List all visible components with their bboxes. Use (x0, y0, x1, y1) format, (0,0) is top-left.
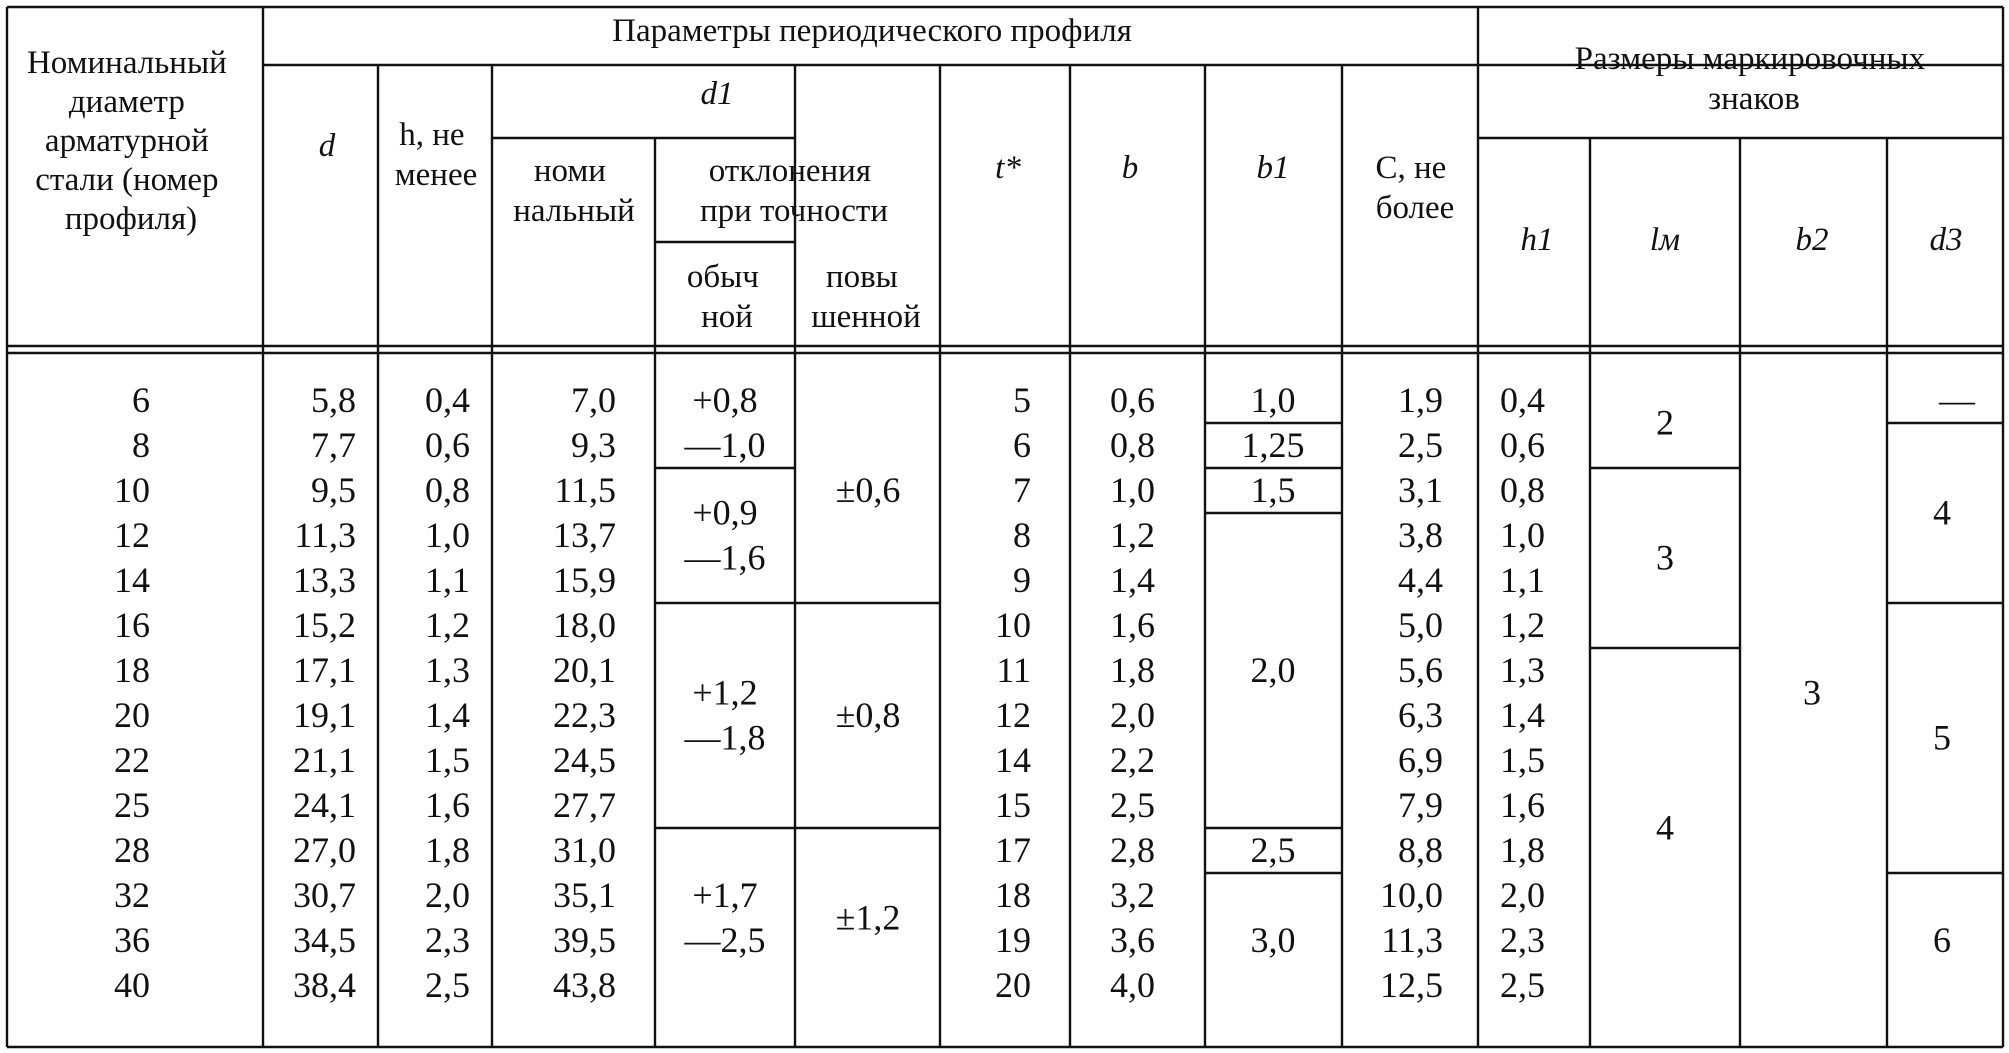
cell-t: 19 (995, 920, 1031, 960)
cell-h1: 1,3 (1500, 650, 1545, 690)
cell-b: 2,8 (1110, 830, 1155, 870)
cell-h: 0,6 (425, 425, 470, 465)
cell-nom: 8 (132, 425, 150, 465)
cell-dev-normal: +0,8 (692, 380, 758, 420)
cell-h1: 2,3 (1500, 920, 1545, 960)
cell-d1: 31,0 (553, 830, 616, 870)
cell-c: 11,3 (1381, 920, 1443, 960)
cell-h: 1,5 (425, 740, 470, 780)
cell-nom: 14 (114, 560, 150, 600)
cell-nom: 18 (114, 650, 150, 690)
cell-d: 19,1 (293, 695, 356, 735)
cell-d: 13,3 (293, 560, 356, 600)
cell-d: 34,5 (293, 920, 356, 960)
cell-t: 6 (1013, 425, 1031, 465)
header-d3: d3 (1929, 222, 1963, 258)
cell-t: 8 (1013, 515, 1031, 555)
cell-d: 9,5 (311, 470, 356, 510)
cell-dev-normal: —1,8 (684, 717, 766, 758)
cell-d1: 11,5 (554, 470, 616, 510)
cell-c: 10,0 (1380, 875, 1443, 915)
cell-h: 2,5 (425, 965, 470, 1005)
cell-h1: 1,4 (1500, 695, 1545, 735)
header-t: t* (995, 150, 1021, 186)
cell-h1: 1,5 (1500, 740, 1545, 780)
cell-h: 2,3 (425, 920, 470, 960)
cell-d: 11,3 (294, 515, 356, 555)
cell-d1: 24,5 (553, 740, 616, 780)
cell-h1: 2,5 (1500, 965, 1545, 1005)
cell-nom: 16 (114, 605, 150, 645)
header-h1: h1 (1520, 222, 1554, 258)
cell-h1: 0,6 (1500, 425, 1545, 465)
header-nominal-diameter: Номинальный диаметр арматурной стали (номер профиля) (26, 45, 227, 237)
cell-h1: 1,0 (1500, 515, 1545, 555)
cell-h: 1,4 (425, 695, 470, 735)
cell-d: 30,7 (293, 875, 356, 915)
cell-c: 3,8 (1398, 515, 1443, 555)
cell-h: 0,8 (425, 470, 470, 510)
cell-nom: 10 (114, 470, 150, 510)
cell-h1: 1,6 (1500, 785, 1545, 825)
cell-b: 1,2 (1110, 515, 1155, 555)
cell-t: 12 (995, 695, 1031, 735)
cell-d1: 9,3 (571, 425, 616, 465)
header-marking-sizes: Размеры маркировочных знаков (1574, 41, 1926, 117)
cell-nom: 25 (114, 785, 150, 825)
cell-d1: 39,5 (553, 920, 616, 960)
cell-b1: 2,5 (1250, 830, 1296, 870)
cell-c: 12,5 (1380, 965, 1443, 1005)
header-d: d (318, 128, 336, 164)
cell-lm: 4 (1656, 807, 1674, 848)
cell-d3: 5 (1933, 717, 1951, 758)
cell-nom: 12 (114, 515, 150, 555)
cell-t: 20 (995, 965, 1031, 1005)
cell-d3: 4 (1933, 492, 1951, 533)
cell-h: 1,3 (425, 650, 470, 690)
cell-dev-normal: +0,9 (692, 492, 758, 533)
cell-t: 15 (995, 785, 1031, 825)
cell-c: 6,3 (1398, 695, 1443, 735)
cell-c: 1,9 (1398, 380, 1443, 420)
table-body (114, 380, 1976, 1005)
cell-h1: 1,2 (1500, 605, 1545, 645)
cell-c: 3,1 (1398, 470, 1443, 510)
cell-t: 18 (995, 875, 1031, 915)
cell-c: 2,5 (1398, 425, 1443, 465)
header-b: b (1121, 150, 1139, 186)
cell-b2: 3 (1803, 672, 1821, 713)
cell-h1: 0,4 (1500, 380, 1545, 420)
cell-h: 1,2 (425, 605, 470, 645)
cell-lm: 2 (1656, 402, 1674, 443)
header-b1: b1 (1256, 150, 1290, 186)
header-c-max: C, не более (1375, 150, 1455, 226)
cell-b: 1,6 (1110, 605, 1155, 645)
cell-c: 4,4 (1398, 560, 1443, 600)
cell-d: 5,8 (311, 380, 356, 420)
cell-d: 24,1 (293, 785, 356, 825)
header-deviation-increased: повы шенной (811, 259, 921, 335)
cell-h1: 1,1 (1500, 560, 1545, 600)
cell-c: 5,6 (1398, 650, 1443, 690)
cell-d1: 13,7 (553, 515, 616, 555)
cell-t: 14 (995, 740, 1031, 780)
cell-b1: 1,0 (1250, 380, 1296, 420)
cell-c: 5,0 (1398, 605, 1443, 645)
cell-t: 11 (996, 650, 1031, 690)
cell-b: 0,6 (1110, 380, 1155, 420)
cell-h1: 1,8 (1500, 830, 1545, 870)
cell-d1: 20,1 (553, 650, 616, 690)
cell-d1: 18,0 (553, 605, 616, 645)
cell-dev-normal: —1,6 (684, 537, 766, 578)
cell-dev-normal: +1,7 (692, 875, 758, 915)
cell-h: 1,6 (425, 785, 470, 825)
header-d1-nominal: номи нальный (513, 153, 635, 229)
cell-b: 1,8 (1110, 650, 1155, 690)
cell-d1: 7,0 (571, 380, 616, 420)
cell-d: 27,0 (293, 830, 356, 870)
cell-d3: — (1939, 380, 1975, 420)
cell-d3: 6 (1933, 920, 1951, 960)
cell-c: 8,8 (1398, 830, 1443, 870)
cell-d: 21,1 (293, 740, 356, 780)
cell-d: 17,1 (293, 650, 356, 690)
cell-t: 10 (995, 605, 1031, 645)
cell-lm: 3 (1656, 537, 1674, 578)
cell-nom: 32 (114, 875, 150, 915)
cell-b: 4,0 (1110, 965, 1155, 1005)
cell-dev-normal: —2,5 (684, 920, 766, 960)
cell-b1: 1,5 (1250, 470, 1296, 510)
header-d1: d1 (700, 76, 734, 112)
cell-dev-increased: ±1,2 (835, 897, 901, 938)
cell-h1: 0,8 (1500, 470, 1545, 510)
cell-b: 1,4 (1110, 560, 1155, 600)
cell-nom: 28 (114, 830, 150, 870)
cell-d1: 35,1 (553, 875, 616, 915)
cell-nom: 36 (114, 920, 150, 960)
cell-d: 15,2 (293, 605, 356, 645)
cell-t: 17 (995, 830, 1031, 870)
cell-nom: 40 (114, 965, 150, 1005)
cell-b: 3,6 (1110, 920, 1155, 960)
cell-b: 0,8 (1110, 425, 1155, 465)
header-d1-deviations: отклонения при точности (699, 153, 889, 229)
cell-h1: 2,0 (1500, 875, 1545, 915)
header-deviation-normal: обыч ной (686, 259, 759, 335)
cell-c: 7,9 (1398, 785, 1443, 825)
cell-dev-increased: ±0,6 (835, 470, 901, 510)
cell-t: 7 (1013, 470, 1031, 510)
cell-dev-increased: ±0,8 (835, 695, 901, 735)
cell-b: 2,0 (1110, 695, 1155, 735)
cell-h: 0,4 (425, 380, 470, 420)
cell-h: 2,0 (425, 875, 470, 915)
cell-h: 1,8 (425, 830, 470, 870)
cell-dev-normal: +1,2 (692, 672, 758, 713)
cell-d1: 15,9 (553, 560, 616, 600)
cell-nom: 22 (114, 740, 150, 780)
cell-d: 38,4 (293, 965, 356, 1005)
cell-c: 6,9 (1398, 740, 1443, 780)
header-profile-parameters: Параметры периодического профиля (612, 13, 1132, 49)
cell-h: 1,1 (425, 560, 470, 600)
header-h-min: h, не менее (394, 117, 478, 193)
cell-b: 2,5 (1110, 785, 1155, 825)
cell-nom: 6 (132, 380, 150, 420)
cell-b: 3,2 (1110, 875, 1155, 915)
cell-dev-normal: —1,0 (684, 425, 766, 465)
cell-t: 9 (1013, 560, 1031, 600)
header-lm: lм (1649, 222, 1681, 258)
cell-d1: 43,8 (553, 965, 616, 1005)
cell-t: 5 (1013, 380, 1031, 420)
cell-b: 2,2 (1110, 740, 1155, 780)
cell-b1: 3,0 (1250, 920, 1296, 960)
cell-d1: 22,3 (553, 695, 616, 735)
cell-d: 7,7 (311, 425, 356, 465)
cell-d1: 27,7 (553, 785, 616, 825)
cell-h: 1,0 (425, 515, 470, 555)
cell-nom: 20 (114, 695, 150, 735)
table-header (27, 13, 1963, 335)
cell-b1: 2,0 (1250, 650, 1296, 690)
cell-b: 1,0 (1110, 470, 1155, 510)
cell-b1: 1,25 (1241, 425, 1305, 465)
header-b2: b2 (1795, 222, 1829, 258)
